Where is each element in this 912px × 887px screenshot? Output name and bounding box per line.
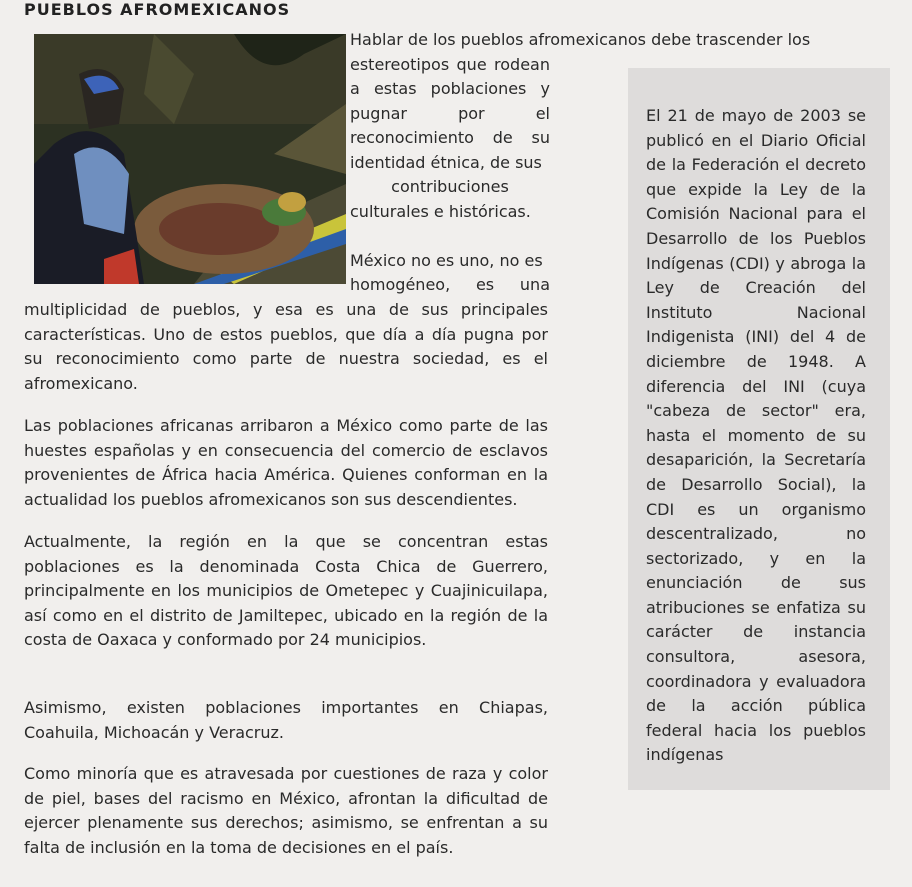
paragraph-otras-poblaciones: Asimismo, existen poblaciones importantes en Chiapas, Coahuila, Michoacán y Veracruz.	[24, 698, 548, 742]
lead-line: culturales e históricas.	[350, 201, 531, 221]
photo-illustration-icon	[34, 34, 346, 284]
photo-afromexican-woman	[34, 34, 346, 284]
lead-line: homogéneo, es una	[350, 275, 550, 294]
lead-line: contribuciones	[391, 177, 509, 196]
paragraph-region: Actualmente, la región en la que se concentran estas poblaciones es la denominada Costa Chica de Guerrero, principalmente en los municipios de Ometepec y Cuajinicuilapa, así como en el distrito de Jamiltepec, ubicado en la región de la costa de Oaxaca y conformado por 24 municipios.	[24, 532, 548, 649]
lead-line: México no es uno, no es	[350, 250, 543, 270]
paragraph-multiplicidad: multiplicidad de pueblos, y esa es una de sus principales características. Uno de estos pueblos, que día a día pugna por su reconocimiento como parte de nuestra sociedad, es el afromexicano.	[24, 300, 548, 393]
paragraph-minoria: Como minoría que es atravesada por cuestiones de raza y color de piel, bases del racismo en México, afrontan la dificultad de ejercer plenamente sus derechos; asimismo, se enfrentan a su falta de inclusión en la toma de decisiones en el país.	[24, 764, 548, 857]
lead-line: a estas poblaciones y	[350, 79, 550, 98]
paragraph-origen: Las poblaciones africanas arribaron a México como parte de las huestes españolas y en consecuencia del comercio de esclavos provenientes de África hacia América. Quienes conforman en la actualidad los pueblos afromexicanos son sus descendientes.	[24, 416, 548, 509]
lead-line: Hablar de los pueblos afromexicanos debe trascender los	[350, 30, 811, 49]
sidebar-box-text: El 21 de mayo de 2003 se publicó en el Diario Oficial de la Federación el decreto que expide la Ley de la Comisión Nacional para el Desarrollo de los Pueblos Indígenas (CDI) y abroga la Ley de Creación del Instituto Nacional Indigenista (INI) del 4 de diciembre de 1948. A diferencia del INI (cuya "cabeza de sector" era, hasta el momento de su desaparición, la Secretaría de Desarrollo Social), la CDI es un organismo descentralizado, no sectorizado, y en la enunciación de sus atribuciones se enfatiza su carácter de instancia consultora, asesora, coordinadora y evaluadora de la acción pública federal hacia los pueblos indígenas	[646, 106, 866, 765]
page-title: PUEBLOS AFROMEXICANOS	[24, 0, 291, 19]
lead-line: pugnar por el	[350, 103, 550, 123]
lead-line: reconocimiento de su	[350, 128, 550, 147]
lead-line: identidad étnica, de sus	[350, 152, 542, 172]
lead-line: estereotipos que rodean	[350, 54, 550, 74]
